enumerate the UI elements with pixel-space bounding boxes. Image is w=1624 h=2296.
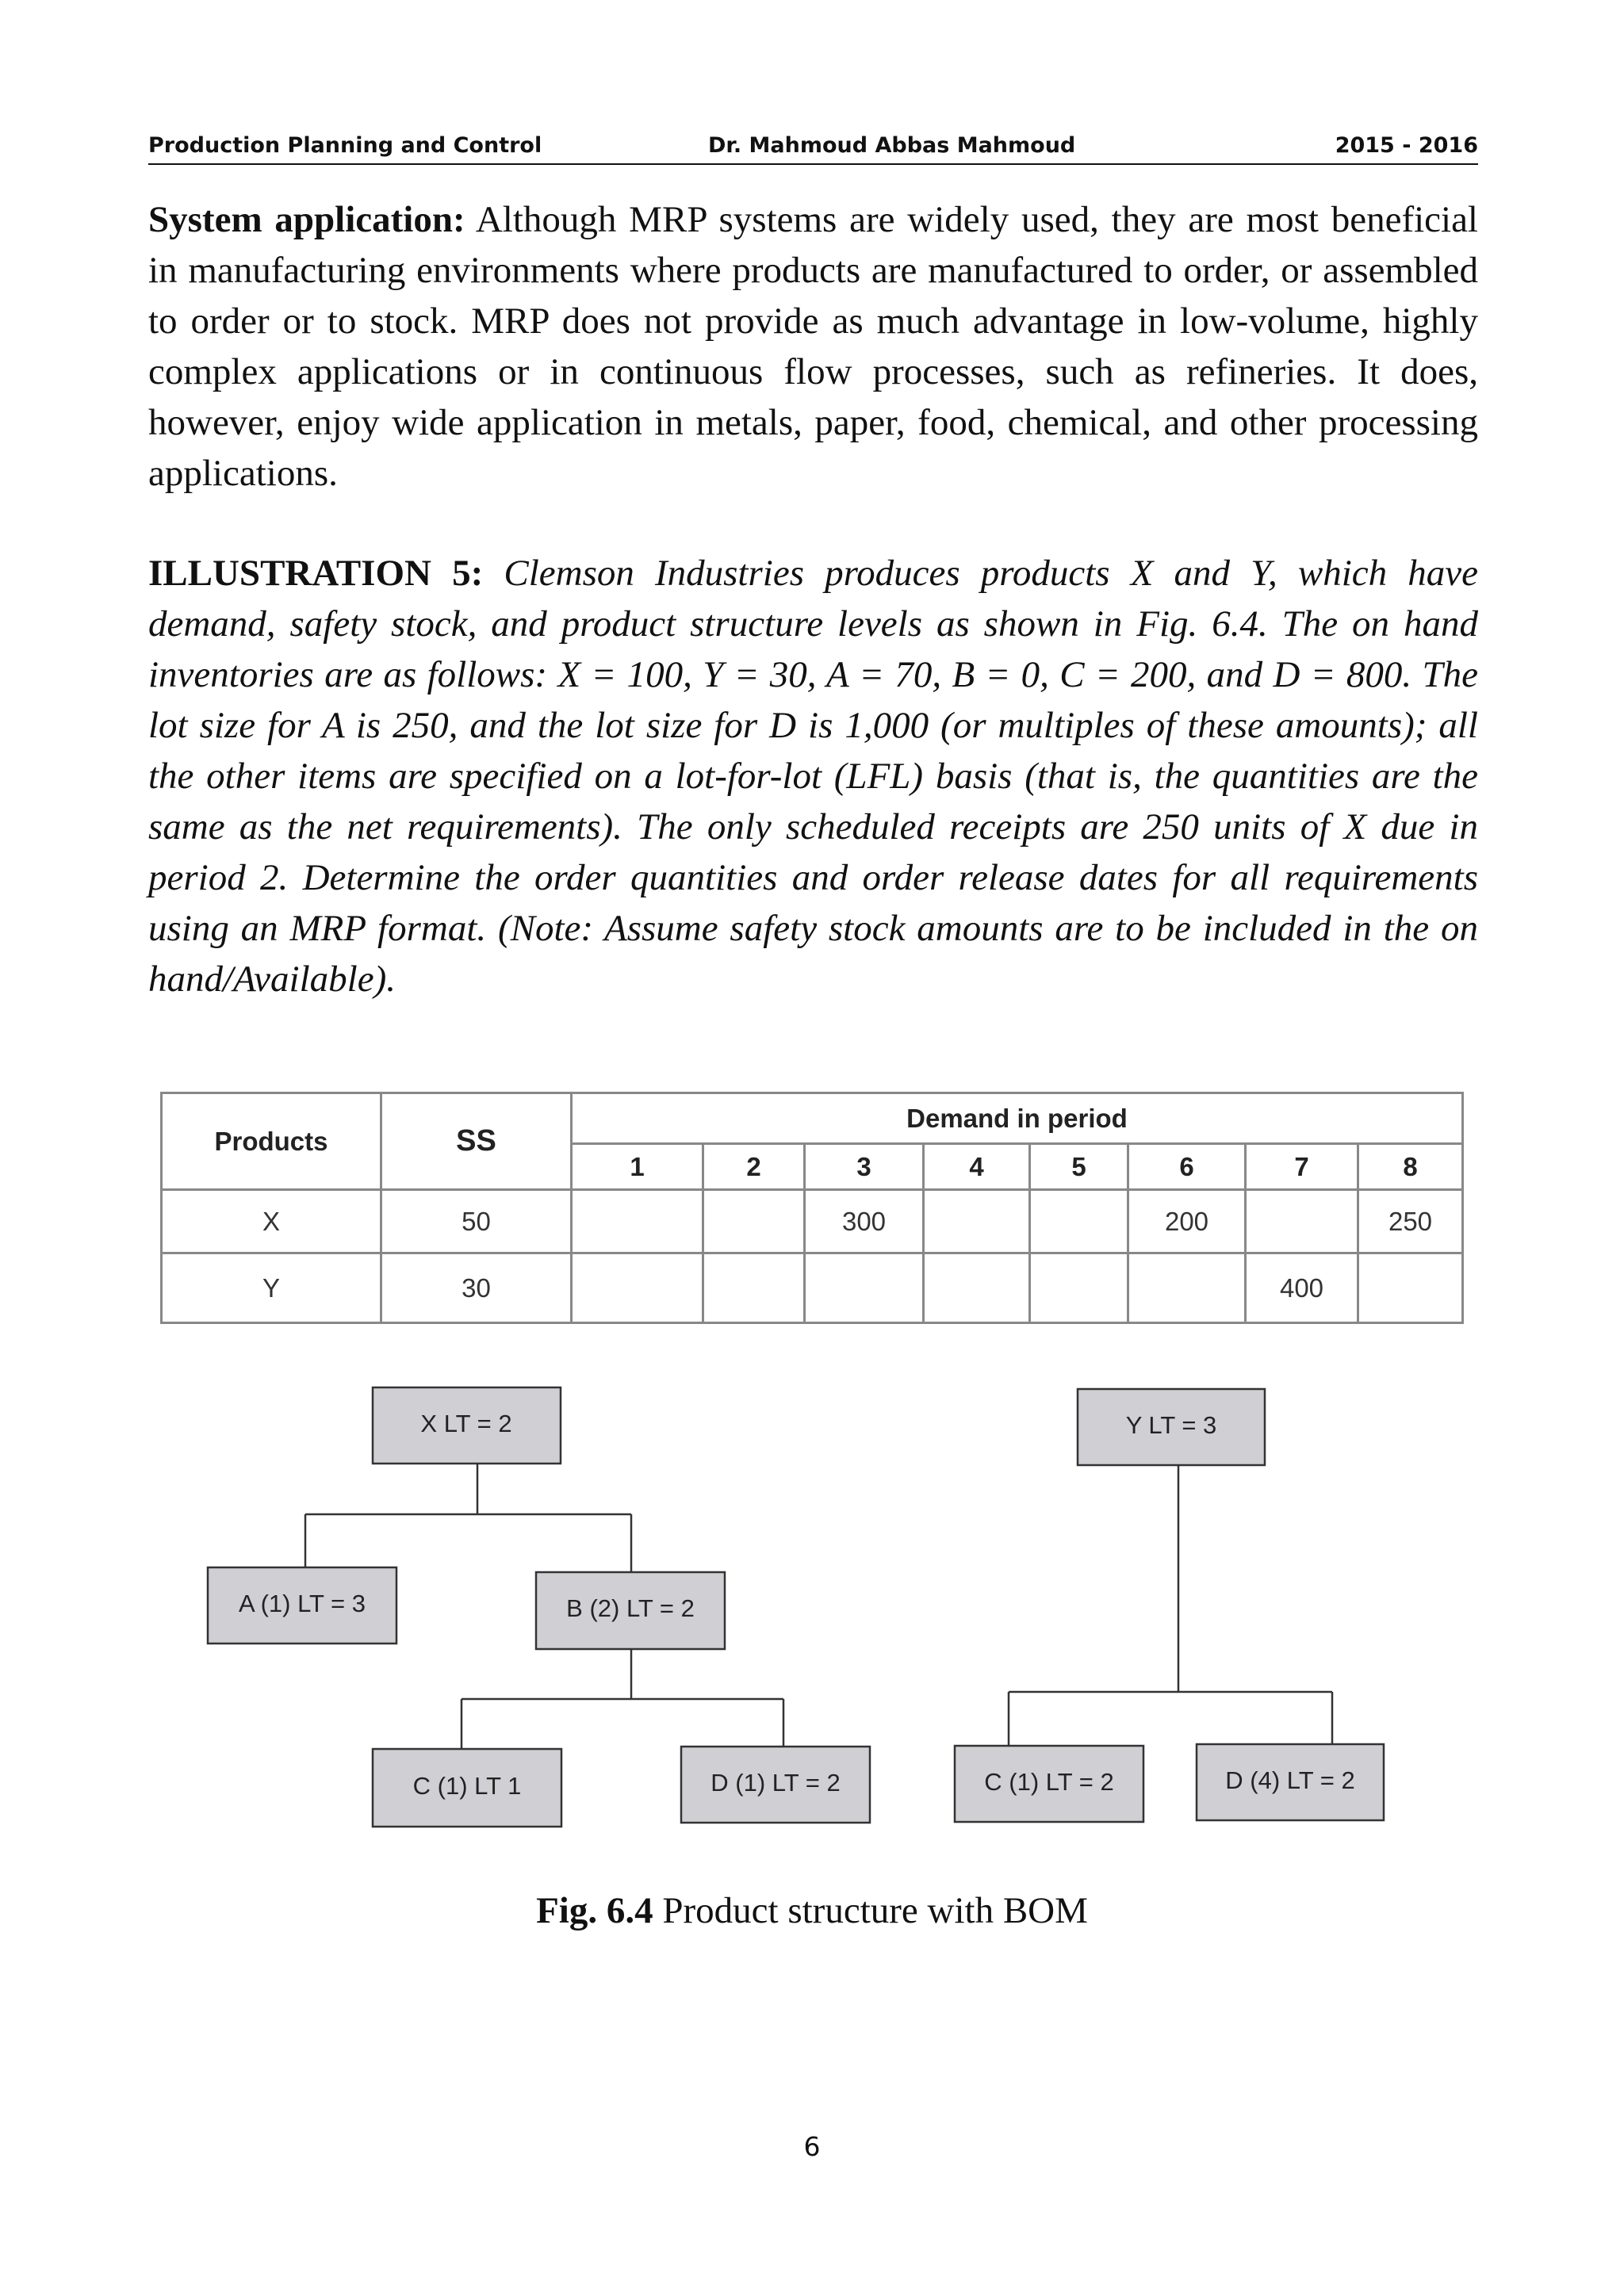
period-header: 4 xyxy=(924,1144,1030,1190)
period-header: 2 xyxy=(703,1144,805,1190)
svg-text:Y LT = 3: Y LT = 3 xyxy=(1125,1411,1217,1440)
svg-text:B (2) LT = 2: B (2) LT = 2 xyxy=(566,1594,695,1623)
y-root-connector xyxy=(1009,1465,1332,1746)
period-header: 8 xyxy=(1358,1144,1463,1190)
period-header: 7 xyxy=(1246,1144,1358,1190)
bom-node-x-a xyxy=(208,1567,396,1644)
products-header: Products xyxy=(162,1093,381,1190)
demand-cell: 300 xyxy=(805,1190,924,1253)
demand-cell: 250 xyxy=(1358,1190,1463,1253)
svg-text:C (1) LT = 2: C (1) LT = 2 xyxy=(984,1768,1114,1797)
product-cell: Y xyxy=(162,1253,381,1323)
bom-node-x-d xyxy=(681,1747,870,1823)
period-header: 1 xyxy=(572,1144,703,1190)
header-year: 2015 - 2016 xyxy=(1335,133,1478,158)
svg-text:D (1) LT = 2: D (1) LT = 2 xyxy=(710,1769,841,1797)
page-number: 6 xyxy=(803,2131,821,2162)
header-course-title: Production Planning and Control xyxy=(148,133,542,158)
bom-node-y-c xyxy=(955,1746,1143,1822)
demand-cell: 400 xyxy=(1246,1253,1358,1323)
demand-cell: 200 xyxy=(1128,1190,1246,1253)
figure-label: Fig. 6.4 xyxy=(536,1890,653,1931)
ss-cell: 30 xyxy=(381,1253,572,1323)
svg-text:A (1) LT = 3: A (1) LT = 3 xyxy=(239,1590,366,1618)
svg-text:D (4) LT = 2: D (4) LT = 2 xyxy=(1225,1766,1355,1795)
ss-header: SS xyxy=(381,1093,572,1190)
bom-node-x-b xyxy=(536,1572,725,1649)
bom-node-y-root xyxy=(1078,1389,1265,1465)
system-application-text: Although MRP systems are widely used, they are most beneficial in manufacturing environments where products are manufactured to order, or assembled to order or to stock. MRP does not provide as much advantage in low-volume, highly complex applications or in continuous flow processes, such as refineries. It does, however, enjoy wide application in metals, paper, food, chemical, and other processing applications. xyxy=(148,199,1478,494)
product-cell: X xyxy=(162,1190,381,1253)
x-b-connector xyxy=(462,1649,783,1749)
illustration-text: Clemson Industries produces products X and Y, which have demand, safety stock, and product structure levels as shown in Fig. 6.4. The on hand inventories are as follows: X = 100, Y = 30, A = 70, B = 0, C = 200, and D = 800. The lot size for A is 250, and the lot size for D is 1,000 (or multiples of these amounts); all the other items are specified on a lot-for-lot (LFL) basis (that is, the quantities are the same as the net requirements). The only scheduled receipts are 250 units of X due in period 2. Determine the order quantities and order release dates for all requirements using an MRP format. (Note: Assume safety stock amounts are to be included in the on hand/Available). xyxy=(148,553,1478,1000)
period-header: 3 xyxy=(805,1144,924,1190)
bom-node-y-d xyxy=(1197,1744,1384,1820)
period-header: 5 xyxy=(1030,1144,1128,1190)
svg-text:C (1) LT 1: C (1) LT 1 xyxy=(412,1772,522,1800)
svg-text:X LT = 2: X LT = 2 xyxy=(420,1410,512,1438)
system-application-heading: System application: xyxy=(148,199,465,240)
illustration-heading: ILLUSTRATION 5: xyxy=(148,553,484,594)
demand-in-period-header: Demand in period xyxy=(572,1093,1463,1144)
x-root-connector xyxy=(305,1464,631,1572)
ss-cell: 50 xyxy=(381,1190,572,1253)
figure-caption-text: Product structure with BOM xyxy=(653,1890,1088,1931)
bom-node-x-root xyxy=(373,1387,561,1464)
figure-caption xyxy=(0,1889,1624,1932)
bom-node-x-c xyxy=(373,1749,561,1827)
period-header: 6 xyxy=(1128,1144,1246,1190)
header-author: Dr. Mahmoud Abbas Mahmoud xyxy=(708,133,1076,158)
